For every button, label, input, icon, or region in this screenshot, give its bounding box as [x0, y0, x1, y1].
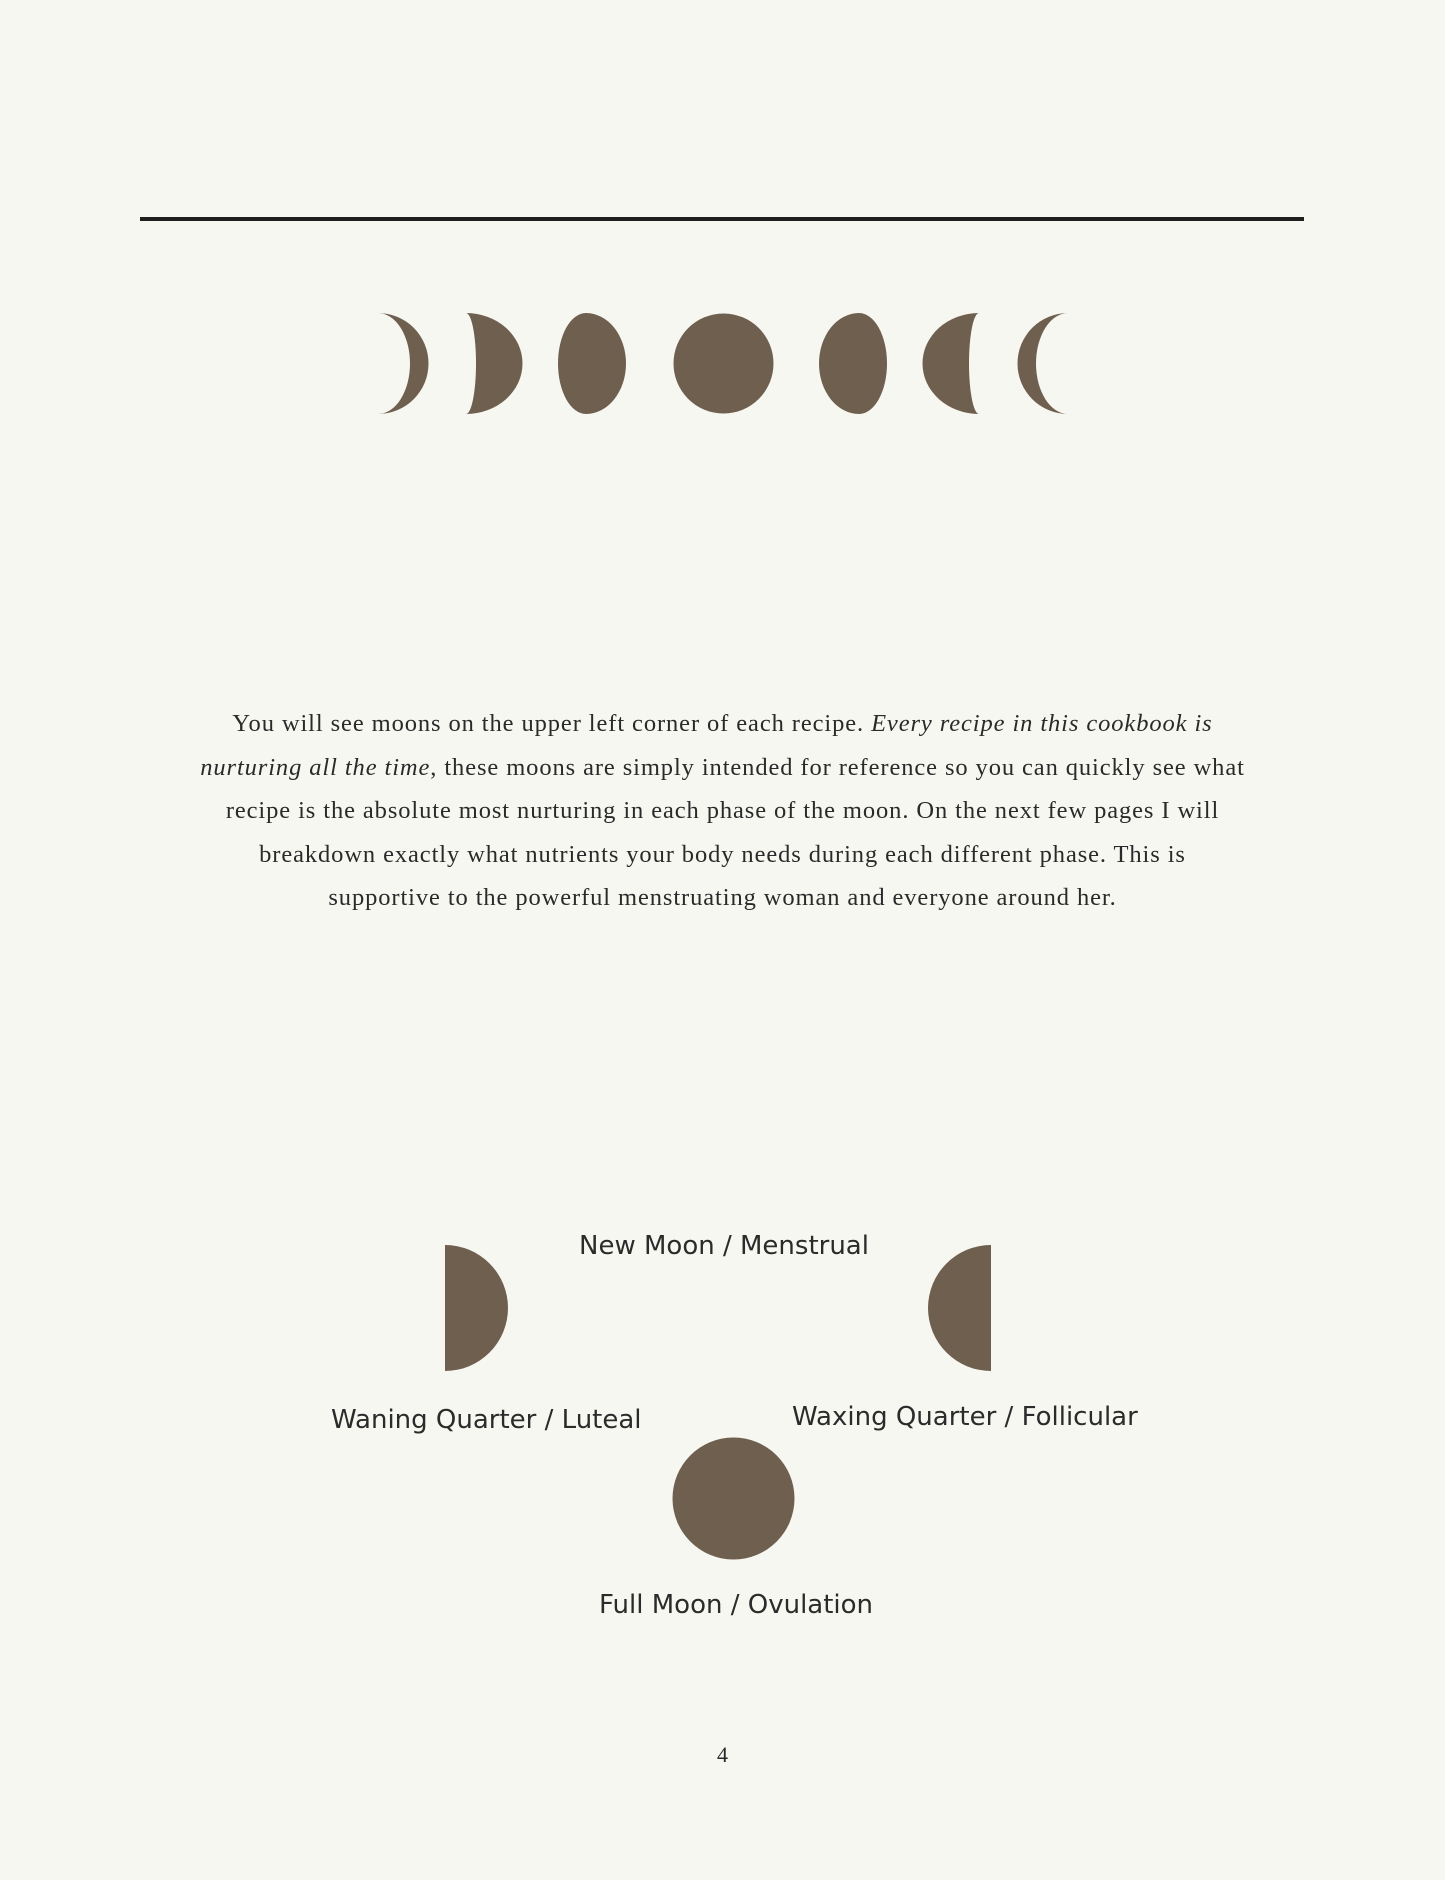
new-moon-label: New Moon / Menstrual: [579, 1231, 869, 1261]
top-rule: [140, 217, 1304, 221]
full-moon-label: Full Moon / Ovulation: [599, 1590, 874, 1620]
last-quarter-icon: [922, 313, 979, 414]
waxing-crescent-icon: [378, 313, 432, 414]
page-number: 4: [717, 1742, 728, 1767]
intro-text-start: You will see moons on the upper left corner of each recipe.: [232, 710, 872, 737]
half-moon-right-icon: [445, 1245, 508, 1371]
waxing-gibbous-icon: [558, 313, 636, 414]
full-moon-icon: [673, 313, 774, 414]
full-moon-icon: [672, 1437, 795, 1560]
intro-paragraph: [200, 702, 1245, 920]
waning-quarter-label: Waning Quarter / Luteal: [331, 1405, 642, 1435]
crescent-moon-icon: [686, 1108, 784, 1203]
waning-gibbous-icon: [809, 313, 887, 414]
intro-text-end: , these moons are simply intended for reference so you can quickly see what recipe is the absolute most nurturing in each phase of the moon. On the next few pages I will breakdown exactly what nutrients your body needs during each different phase. This is supportive to the powerful menstruating woman and everyone around her.: [225, 753, 1245, 911]
half-moon-left-icon: [928, 1245, 991, 1371]
intro-emphasis: Every recipe in this cookbook is nurturing all the time: [200, 710, 1213, 781]
waning-crescent-icon: [1014, 313, 1068, 414]
waxing-quarter-label: Waxing Quarter / Follicular: [792, 1402, 1138, 1432]
first-quarter-icon: [466, 313, 523, 414]
